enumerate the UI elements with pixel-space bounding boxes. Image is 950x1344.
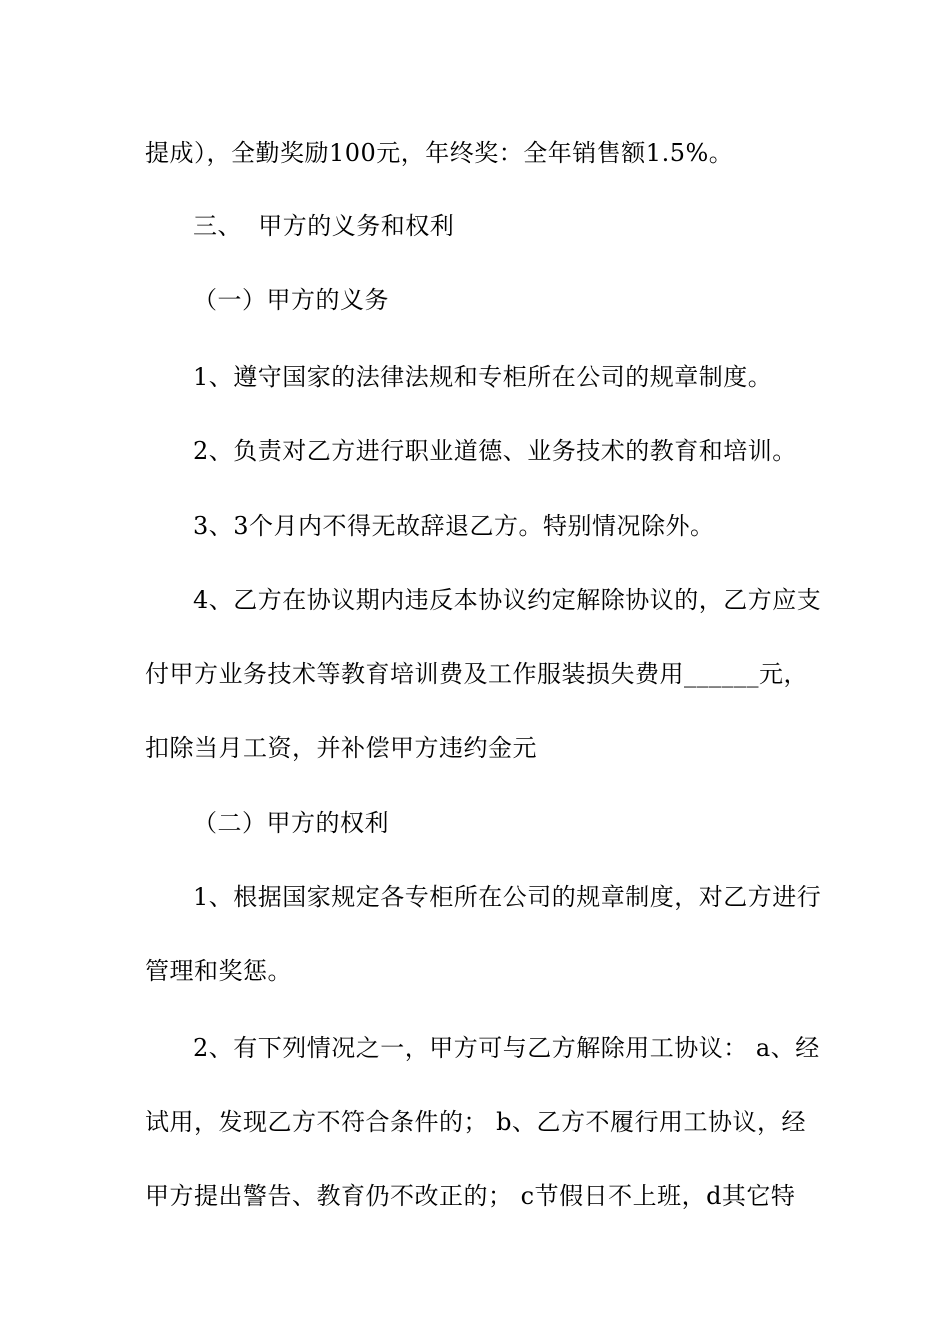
text-line-commission: 提成），全勤奖励100元，年终奖：全年销售额1.5%。 [145,139,734,167]
clause-4-line-2: 付甲方业务技术等教育培训费及工作服装损失费用______元， [145,660,808,688]
subsection-heading-rights: （二）甲方的权利 [193,809,389,837]
rights-clause-2-line-1: 2、有下列情况之一，甲方可与乙方解除用工协议： a、经 [193,1034,820,1062]
rights-clause-2-line-2: 试用，发现乙方不符合条件的； b、乙方不履行用工协议，经 [145,1108,806,1136]
subsection-heading-obligations: （一）甲方的义务 [193,286,389,314]
clause-4-line-1: 4、乙方在协议期内违反本协议约定解除协议的，乙方应支 [193,586,822,614]
rights-clause-1-line-2: 管理和奖惩。 [145,957,292,985]
section-heading-obligations-rights: 三、 甲方的义务和权利 [193,212,455,240]
rights-clause-2-line-3: 甲方提出警告、教育仍不改正的； c节假日不上班，d其它特 [145,1182,796,1210]
rights-clause-1-line-1: 1、根据国家规定各专柜所在公司的规章制度，对乙方进行 [193,883,822,911]
clause-3-no-dismissal: 3、3个月内不得无故辞退乙方。特别情况除外。 [193,512,715,540]
clause-2-training: 2、负责对乙方进行职业道德、业务技术的教育和培训。 [193,437,797,465]
clause-4-line-3: 扣除当月工资，并补偿甲方违约金元 [145,734,537,762]
clause-1-comply-law: 1、遵守国家的法律法规和专柜所在公司的规章制度。 [193,363,773,391]
